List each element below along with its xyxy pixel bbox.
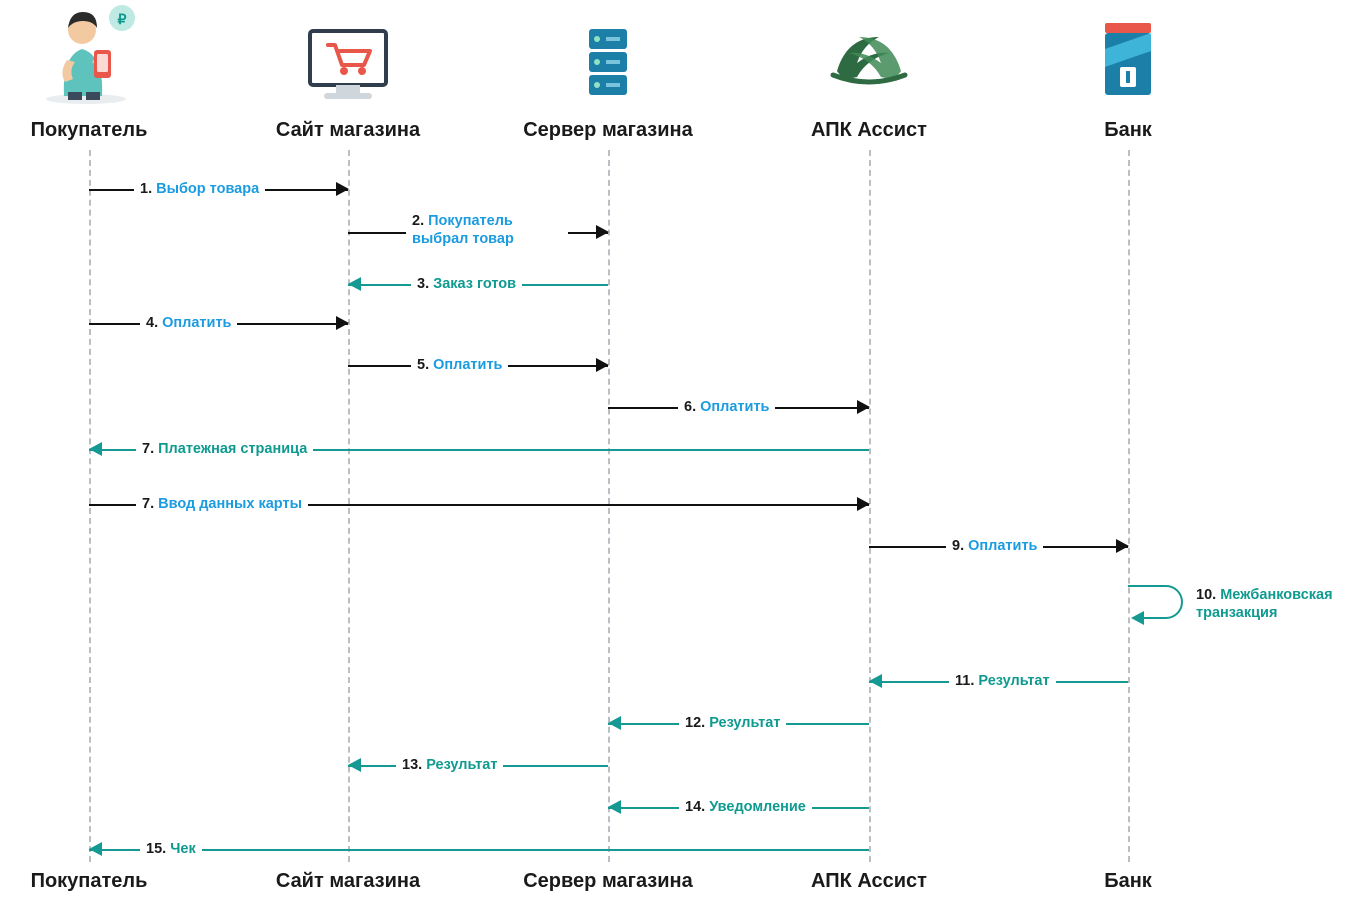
message-text-12: Результат xyxy=(709,715,781,731)
arrow-head-6 xyxy=(857,400,870,414)
bank-card-icon xyxy=(1068,0,1188,104)
lane-title-bank-top: Банк xyxy=(1104,119,1152,141)
lifeline-shop-server xyxy=(608,150,610,862)
message-label-6 xyxy=(678,398,775,416)
message-number-4: 4. xyxy=(146,315,159,331)
message-text-10: Межбанковская транзакция xyxy=(1196,587,1333,621)
message-label-14 xyxy=(679,798,812,816)
message-label-3 xyxy=(411,275,522,293)
message-text-2: Покупатель выбрал товар xyxy=(412,213,514,247)
arrow-head-5 xyxy=(596,358,609,372)
arrow-head-4 xyxy=(336,316,349,330)
message-number-1: 1. xyxy=(140,181,153,197)
lifeline-buyer xyxy=(89,150,91,862)
server-icon xyxy=(548,0,668,104)
message-label-9 xyxy=(946,537,1043,555)
lane-title-buyer-top: Покупатель xyxy=(30,119,148,141)
lane-title-shop-site-top: Сайт магазина xyxy=(275,119,421,141)
message-number-12: 12. xyxy=(685,715,706,731)
message-label-10 xyxy=(1196,586,1356,622)
arrow-head-13 xyxy=(348,758,361,772)
message-number-11: 11. xyxy=(955,673,975,689)
arrow-head-14 xyxy=(608,800,621,814)
lifeline-bank xyxy=(1128,150,1130,862)
leaf-logo-icon xyxy=(809,0,929,104)
lane-title-shop-site-bottom: Сайт магазина xyxy=(275,870,421,892)
message-label-11 xyxy=(949,672,1056,690)
message-number-6: 6. xyxy=(684,399,697,415)
lane-title-apk-assist-bottom: АПК Ассист xyxy=(811,870,927,892)
arrow-head-8 xyxy=(857,497,870,511)
arrow-head-12 xyxy=(608,716,621,730)
message-text-1: Выбор товара xyxy=(156,181,260,197)
lane-title-buyer-bottom: Покупатель xyxy=(30,870,148,892)
lane-title-apk-assist-top: АПК Ассист xyxy=(811,119,927,141)
message-label-12 xyxy=(679,714,786,732)
message-text-7: Платежная страница xyxy=(158,441,308,457)
message-text-14: Уведомление xyxy=(709,799,806,815)
message-text-15: Чек xyxy=(170,841,196,857)
arrow-head-11 xyxy=(869,674,882,688)
person-with-phone-icon xyxy=(29,0,149,104)
message-number-8: 7. xyxy=(142,496,155,512)
message-number-15: 15. xyxy=(146,841,167,857)
lifeline-shop-site xyxy=(348,150,350,862)
message-number-5: 5. xyxy=(417,357,430,373)
message-text-3: Заказ готов xyxy=(433,276,517,292)
message-label-7 xyxy=(136,440,313,458)
lane-title-shop-server-top: Сервер магазина xyxy=(523,119,693,141)
message-line-15 xyxy=(89,849,869,851)
arrow-head-3 xyxy=(348,277,361,291)
lane-title-shop-server-bottom: Сервер магазина xyxy=(523,870,693,892)
message-number-9: 9. xyxy=(952,538,965,554)
arrow-head-1 xyxy=(336,182,349,196)
message-number-2: 2. xyxy=(412,213,425,229)
message-number-7: 7. xyxy=(142,441,155,457)
self-loop-bank xyxy=(1122,578,1192,639)
message-label-4 xyxy=(140,314,237,332)
message-number-3: 3. xyxy=(417,276,430,292)
message-number-10: 10. xyxy=(1196,587,1217,603)
arrow-head-9 xyxy=(1116,539,1129,553)
message-label-1 xyxy=(134,180,265,198)
lane-title-bank-bottom: Банк xyxy=(1104,870,1152,892)
message-text-13: Результат xyxy=(426,757,498,773)
message-label-5 xyxy=(411,356,508,374)
message-label-15 xyxy=(140,840,202,858)
svg-text:₽: ₽ xyxy=(117,11,127,27)
message-number-13: 13. xyxy=(402,757,423,773)
message-number-14: 14. xyxy=(685,799,706,815)
message-text-8: Ввод данных карты xyxy=(158,496,302,512)
arrow-head-15 xyxy=(89,842,102,856)
message-label-8 xyxy=(136,495,308,513)
arrow-head-7 xyxy=(89,442,102,456)
message-label-13 xyxy=(396,756,503,774)
message-text-9: Оплатить xyxy=(968,538,1038,554)
message-text-4: Оплатить xyxy=(162,315,232,331)
message-text-11: Результат xyxy=(978,673,1050,689)
message-label-2 xyxy=(406,212,568,248)
message-text-5: Оплатить xyxy=(433,357,503,373)
message-text-6: Оплатить xyxy=(700,399,770,415)
arrow-head-2 xyxy=(596,225,609,239)
monitor-cart-icon xyxy=(288,0,408,104)
